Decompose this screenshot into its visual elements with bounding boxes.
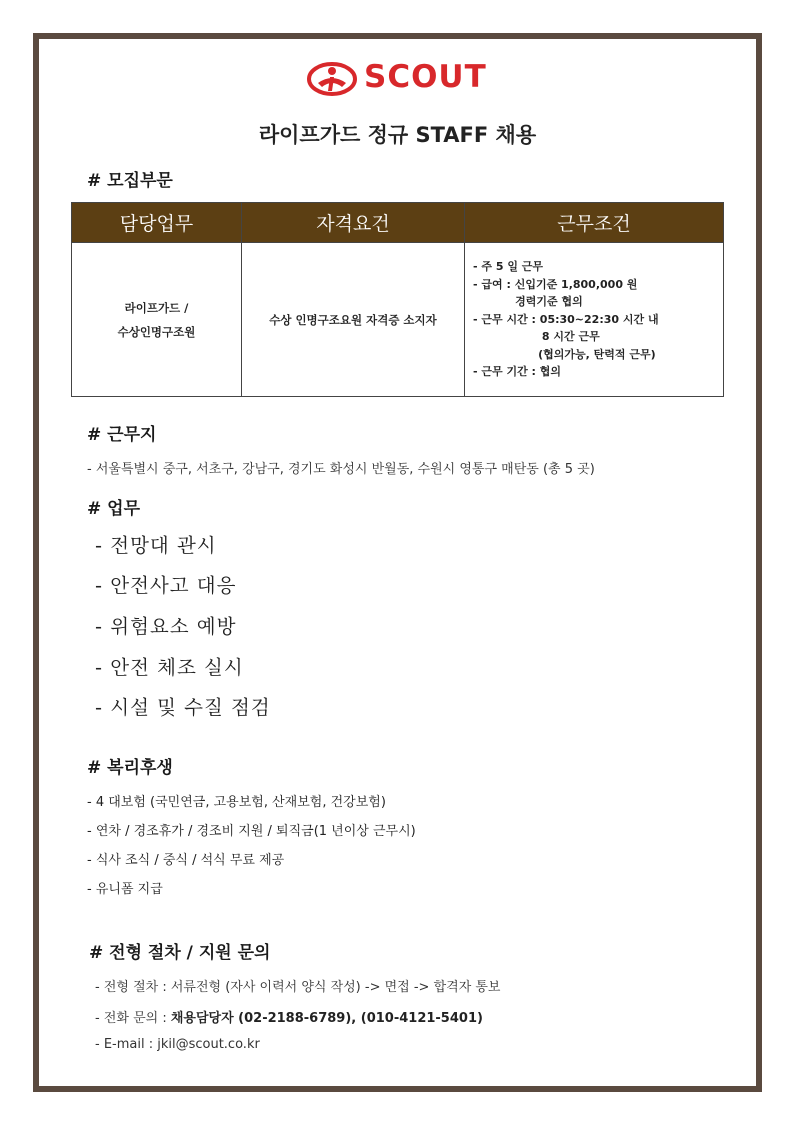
condition-line: (협의가능, 탄력적 근무) xyxy=(473,347,656,361)
logo-text: SCOUT xyxy=(364,59,487,95)
scout-logo-icon xyxy=(306,61,358,97)
condition-line: - 주 5 일 근무 xyxy=(473,260,544,274)
procedure-steps: - 전형 절차 : 서류전형 (자사 이력서 양식 작성) -> 면접 -> 합격자 통보 xyxy=(95,980,501,995)
cell-qualification: 수상 인명구조요원 자격증 소지자 xyxy=(242,243,465,397)
contact-phone xyxy=(95,1007,483,1026)
welfare-item: - 식사 조식 / 중식 / 석식 무료 제공 xyxy=(87,853,285,868)
page-title: 라이프가드 정규 STAFF 채용 xyxy=(258,123,537,147)
welfare-item: - 4 대보험 (국민연금, 고용보험, 산재보험, 건강보험) xyxy=(87,795,386,810)
cell-conditions xyxy=(465,243,724,397)
section-duty-heading: # 업무 xyxy=(87,499,141,519)
table-row xyxy=(72,243,724,397)
role-line-1: 라이프가드 / xyxy=(124,300,189,315)
condition-line: - 근무 기간 : 협의 xyxy=(473,365,562,379)
role-line-2: 수상인명구조원 xyxy=(117,324,196,339)
section-welfare-heading: # 복리후생 xyxy=(87,758,173,778)
recruit-table xyxy=(71,202,724,397)
duty-item: - 위험요소 예방 xyxy=(95,615,237,638)
scout-logo xyxy=(306,61,500,97)
duty-item: - 안전사고 대응 xyxy=(95,574,237,597)
condition-line: 8 시간 근무 xyxy=(473,330,600,344)
condition-line: - 급여 : 신입기준 1,800,000 원 xyxy=(473,277,638,291)
section-recruit-heading: # 모집부문 xyxy=(87,171,173,191)
header-role: 담당업무 xyxy=(72,203,242,243)
contact-email: - E-mail : jkil@scout.co.kr xyxy=(95,1037,260,1052)
condition-line: - 근무 시간 : 05:30~22:30 시간 내 xyxy=(473,312,659,326)
location-text: - 서울특별시 중구, 서초구, 강남구, 경기도 화성시 반월동, 수원시 영통구 매탄동 (총 5 곳) xyxy=(87,462,595,477)
welfare-item: - 유니폼 지급 xyxy=(87,882,163,897)
table-header-row xyxy=(72,203,724,243)
section-location-heading: # 근무지 xyxy=(87,425,157,445)
header-conditions: 근무조건 xyxy=(465,203,724,243)
condition-line: 경력기준 협의 xyxy=(473,295,583,309)
duty-item: - 시설 및 수질 점검 xyxy=(95,696,271,719)
duty-item: - 안전 체조 실시 xyxy=(95,656,244,679)
header-qualification: 자격요건 xyxy=(242,203,465,243)
cell-role xyxy=(72,243,242,397)
page-frame xyxy=(33,33,762,1092)
duty-item: - 전망대 관시 xyxy=(95,534,217,557)
welfare-item: - 연차 / 경조휴가 / 경조비 지원 / 퇴직금(1 년이상 근무시) xyxy=(87,824,416,839)
section-procedure-heading: # 전형 절차 / 지원 문의 xyxy=(89,943,271,963)
contact-prefix: - 전화 문의 : xyxy=(95,1011,171,1026)
contact-numbers: 채용담당자 (02-2188-6789), (010-4121-5401) xyxy=(170,1011,483,1026)
